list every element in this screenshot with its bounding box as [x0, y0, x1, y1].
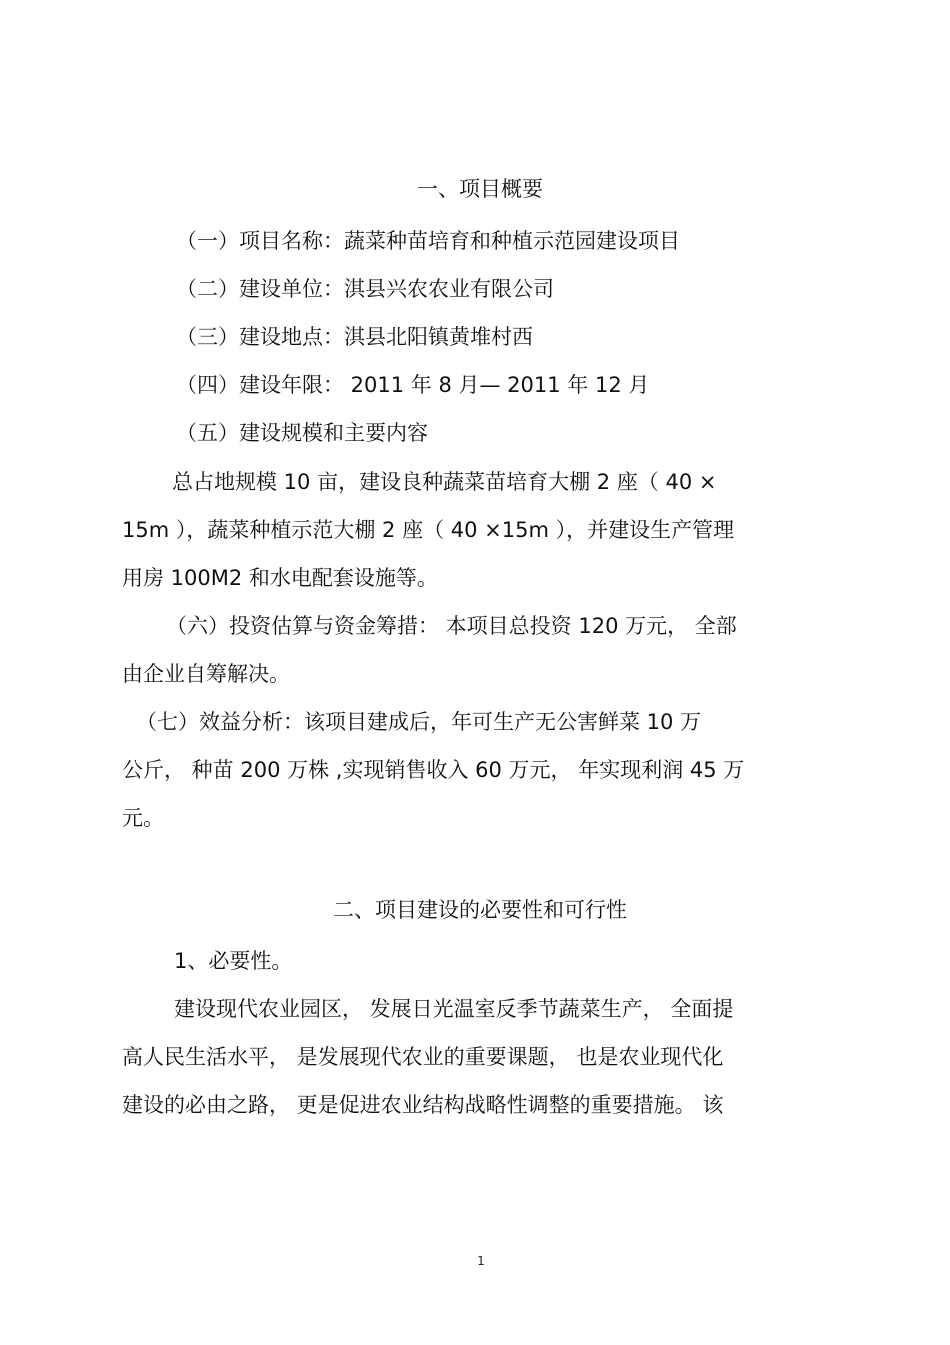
construction-period-line: （四）建设年限： 2011 年 8 月— 2011 年 12 月 [176, 373, 650, 397]
section-heading-overview: 一、项目概要 [417, 177, 543, 201]
benefit-paragraph-line-3: 元。 [122, 806, 164, 830]
necessity-paragraph-line-2: 高人民生活水平， 是发展现代农业的重要课题， 也是农业现代化 [122, 1045, 724, 1069]
investment-paragraph-line-1: （六）投资估算与资金筹措： 本项目总投资 120 万元， 全部 [166, 614, 737, 638]
project-name-line: （一）项目名称：蔬菜种苗培育和种植示范园建设项目 [176, 229, 680, 253]
scale-content-heading: （五）建设规模和主要内容 [176, 421, 428, 445]
scale-paragraph-line-1: 总占地规模 10 亩，建设良种蔬菜苗培育大棚 2 座（ 40 × [172, 470, 717, 494]
scale-paragraph-line-3: 用房 100M2 和水电配套设施等。 [122, 566, 438, 590]
section-heading-necessity: 二、项目建设的必要性和可行性 [333, 898, 627, 922]
necessity-paragraph-line-3: 建设的必由之路， 更是促进农业结构战略性调整的重要措施。 该 [122, 1093, 724, 1117]
page-number: 1 [477, 1254, 485, 1268]
necessity-subheading: 1、必要性。 [174, 949, 293, 973]
benefit-paragraph-line-1: （七）效益分析：该项目建成后，年可生产无公害鲜菜 10 万 [136, 710, 702, 734]
construction-unit-line: （二）建设单位：淇县兴农农业有限公司 [176, 277, 554, 301]
investment-paragraph-line-2: 由企业自筹解决。 [122, 662, 290, 686]
necessity-paragraph-line-1: 建设现代农业园区， 发展日光温室反季节蔬菜生产， 全面提 [174, 997, 734, 1021]
scale-paragraph-line-2: 15m ），蔬菜种植示范大棚 2 座（ 40 ×15m ），并建设生产管理 [122, 518, 735, 542]
benefit-paragraph-line-2: 公斤， 种苗 200 万株 ,实现销售收入 60 万元， 年实现利润 45 万 [122, 758, 745, 782]
construction-site-line: （三）建设地点：淇县北阳镇黄堆村西 [176, 325, 533, 349]
